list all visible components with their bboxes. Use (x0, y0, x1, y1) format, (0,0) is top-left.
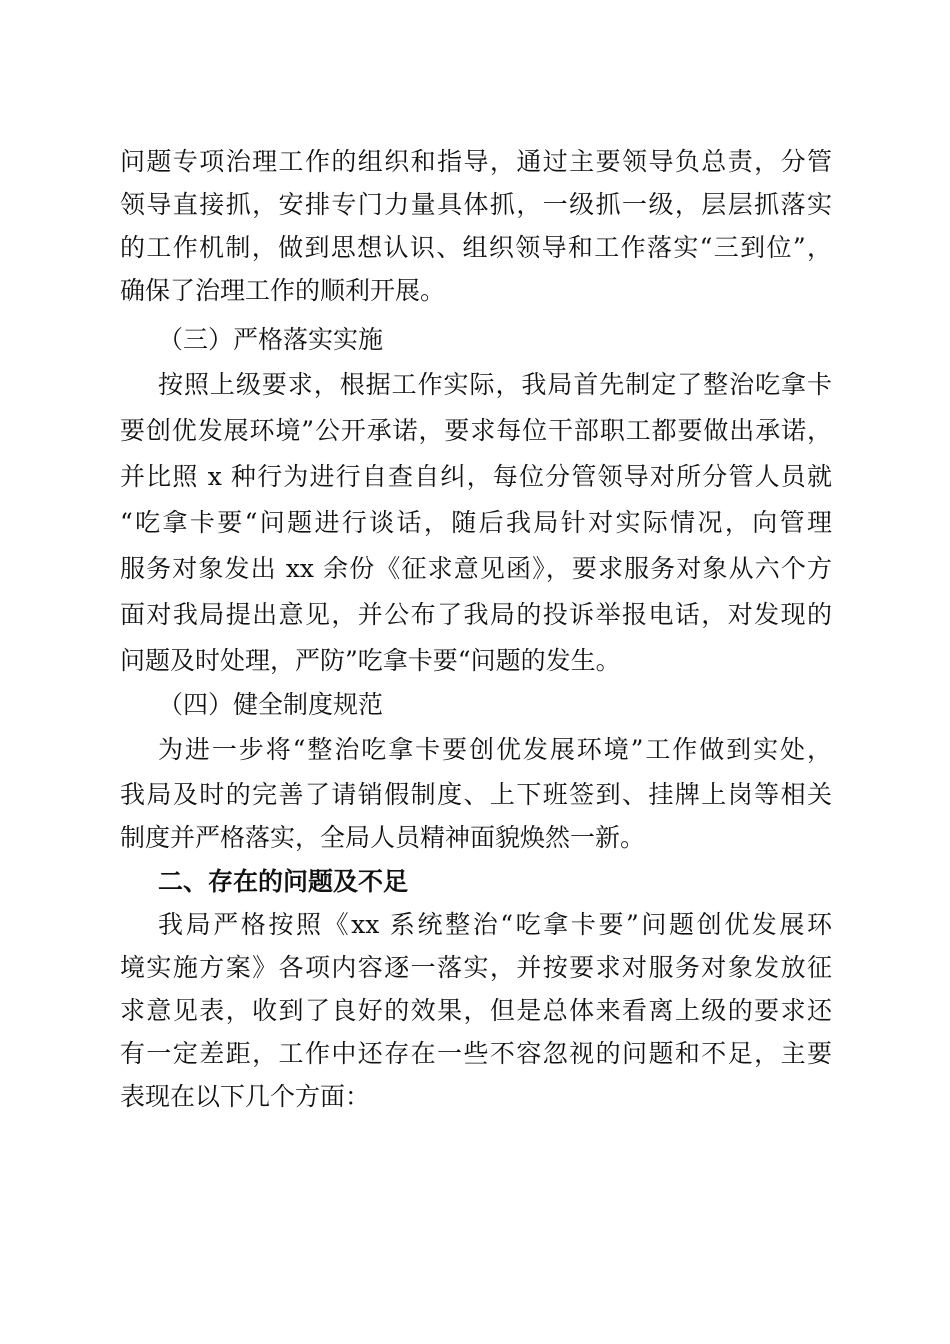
section4-line-1: 为进一步将“整治吃拿卡要创优发展环境”工作做到实处， (158, 735, 832, 764)
part2-line-4: 有一定差距，工作中还存在一些不容忽视的问题和不足，主要 (120, 1039, 832, 1068)
section3-line-7: 问题及时处理，严防”吃拿卡要“问题的发生。 (120, 646, 621, 675)
section4-line-3: 制度并严格落实，全局人员精神面貌焕然一新。 (120, 823, 646, 852)
section3-line-5: 服务对象发出 xx 余份《征求意见函》，要求服务对象从六个方 (120, 554, 832, 583)
part2-line-5: 表现在以下几个方面： (120, 1082, 371, 1111)
part2-line-2: 境实施方案》各项内容逐一落实，并按要求对服务对象发放征 (120, 953, 832, 982)
paragraph1-line-1: 问题专项治理工作的组织和指导，通过主要领导负总责，分管 (120, 147, 832, 176)
paragraph1-line-4: 确保了治理工作的顺利开展。 (120, 276, 446, 305)
section3-line-2: 要创优发展环境”公开承诺，要求每位干部职工都要做出承诺， (120, 416, 832, 445)
part2-heading: 二、存在的问题及不足 (158, 867, 409, 896)
paragraph1-line-2: 领导直接抓，安排专门力量具体抓，一级抓一级，层层抓落实 (120, 190, 832, 219)
section3-line-3: 并比照 x 种行为进行自查自纠，每位分管领导对所分管人员就 (120, 462, 832, 491)
part2-line-3: 求意见表，收到了良好的效果，但是总体来看离上级的要求还 (120, 996, 832, 1025)
section3-line-4: “吃拿卡要“问题进行谈话，随后我局针对实际情况，向管理 (120, 508, 832, 537)
part2-line-1: 我局严格按照《xx 系统整治“吃拿卡要”问题创优发展环 (158, 910, 832, 939)
section4-line-2: 我局及时的完善了请销假制度、上下班签到、挂牌上岗等相关 (120, 780, 832, 809)
section3-heading: （三）严格落实实施 (158, 325, 384, 354)
paragraph1-line-3: 的工作机制，做到思想认识、组织领导和工作落实“三到位”， (120, 233, 832, 262)
section4-heading: （四）健全制度规范 (158, 690, 384, 719)
section3-line-6: 面对我局提出意见，并公布了我局的投诉举报电话，对发现的 (120, 600, 832, 629)
section3-line-1: 按照上级要求，根据工作实际，我局首先制定了整治吃拿卡 (158, 370, 832, 399)
